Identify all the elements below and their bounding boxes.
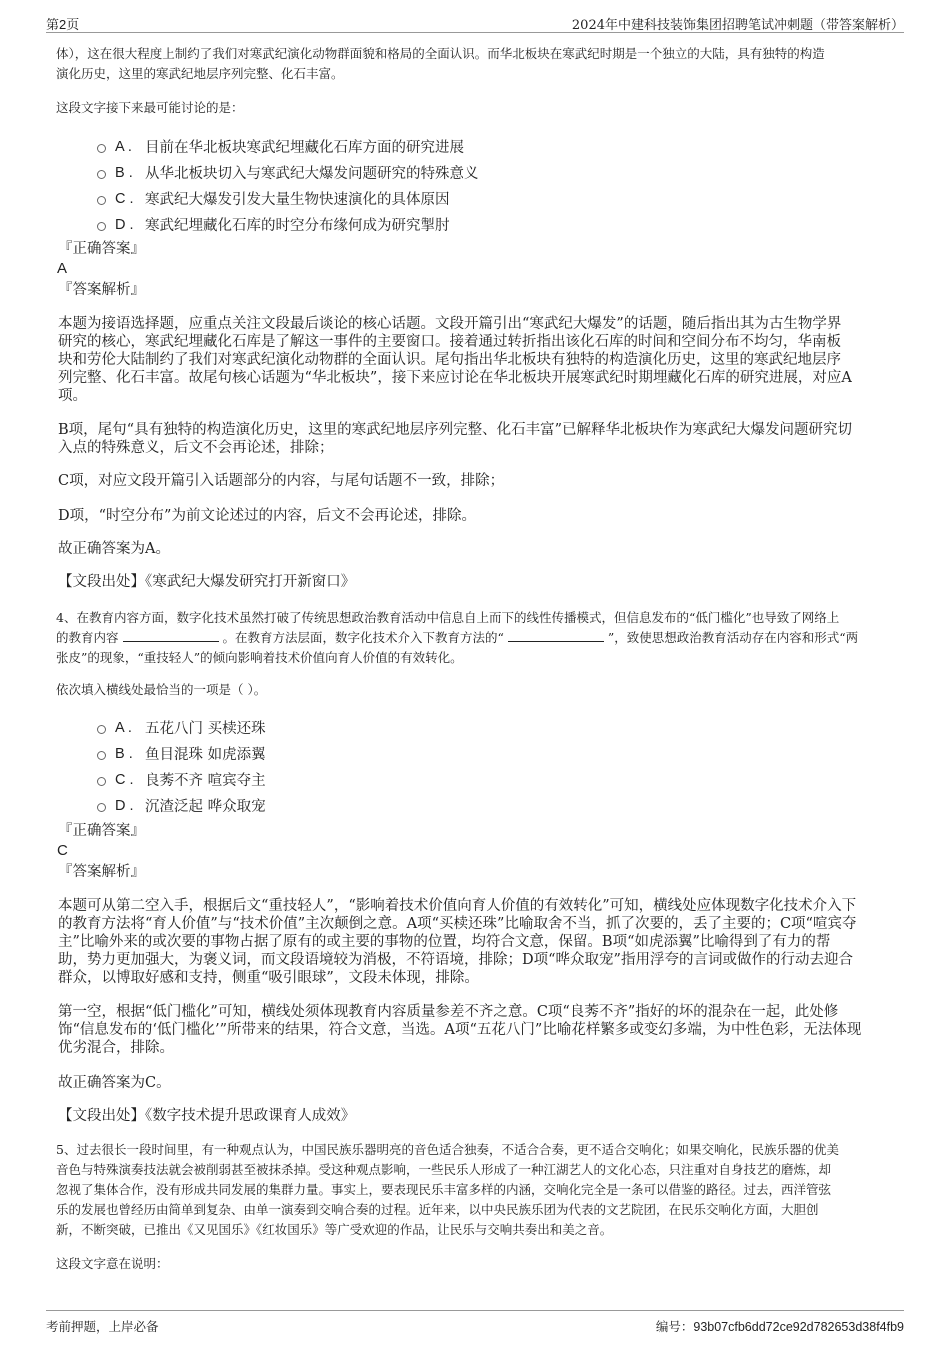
passage-line: 的教育内容 。在教育方法层面，数字化技术介入下教育方法的“ ”，致使思想政治教育活动存在内容和形式“两 [56, 630, 859, 645]
q3-option-b[interactable] [97, 162, 479, 183]
analysis-line: 优劣混合，排除。 [58, 1040, 174, 1056]
q3-answer-label: 『正确答案』 [58, 241, 145, 257]
q3-option-c[interactable] [97, 188, 450, 209]
q3-option-d[interactable] [97, 214, 450, 235]
radio-icon[interactable] [97, 196, 106, 205]
page-number: 第2页 [46, 17, 80, 32]
analysis-line: 助，势力更加强大，为褒义词，而文段语境较为消极，不符语境，排除；D项“哗众取宠”指用浮夸的言词或做作的行动去迎合 [58, 952, 853, 968]
q3-answer: A [57, 260, 68, 277]
radio-icon[interactable] [97, 144, 106, 153]
analysis-line: 的教育方法将“育人价值”与“技术价值”主次颠倒之意。A项“买椟还珠”比喻取舍不当，抓了次要的，丢了主要的；C项“喧宾夺 [58, 916, 857, 932]
analysis-line: 块和劳伦大陆制约了我们对寒武纪演化动物群的全面认识。尾句指出华北板块有独特的构造演化历史，这里的寒武纪地层序 [58, 352, 841, 368]
analysis-line: 群众，以博取好感和支持，侧重“吸引眼球”，文段未体现，排除。 [58, 970, 479, 986]
analysis-line: 入点的特殊意义，后文不会再论述，排除； [58, 440, 334, 456]
analysis-line: 项。 [58, 388, 87, 404]
passage-line: 忽视了集体合作，没有形成共同发展的集群力量。事实上，要表现民乐丰富多样的内涵，交响化完全是一条可以借鉴的路径。过去，西洋管弦 [56, 1182, 832, 1197]
document-title: 2024年中建科技装饰集团招聘笔试冲刺题（带答案解析） [571, 18, 904, 33]
analysis-line: 列完整、化石丰富。故尾句核心话题为“华北板块”，接下来应讨论在华北板块开展寒武纪时期埋藏化石库的研究进展，对应A [58, 370, 852, 386]
option-text: 寒武纪埋藏化石库的时空分布缘何成为研究掣肘 [145, 218, 450, 234]
q5-passage [56, 1140, 906, 1240]
footer-slogan: 考前押题，上岸必备 [46, 1319, 159, 1334]
option-letter: B . [115, 745, 133, 762]
q4-question: 依次填入横线处最恰当的一项是（ ）。 [56, 682, 267, 697]
analysis-line: B项，尾句“具有独特的构造演化历史，这里的寒武纪地层序列完整、化石丰富”已解释华北板块作为寒武纪大爆发问题研究切 [58, 422, 852, 438]
q4-option-a[interactable] [97, 717, 266, 738]
radio-icon[interactable] [97, 803, 106, 812]
radio-icon[interactable] [97, 751, 106, 760]
q4-analysis-label: 『答案解析』 [58, 864, 145, 880]
q3-analysis-para-1 [58, 315, 903, 405]
q3-analysis-label: 『答案解析』 [58, 282, 145, 298]
q4-answer: C [57, 842, 68, 859]
option-letter: D . [115, 797, 134, 814]
option-letter: A . [115, 138, 132, 155]
option-text: 从华北板块切入与寒武纪大爆发问题研究的特殊意义 [145, 166, 479, 182]
radio-icon[interactable] [97, 170, 106, 179]
option-text: 目前在华北板块寒武纪埋藏化石库方面的研究进展 [145, 140, 464, 156]
passage-line: 4、在教育内容方面，数字化技术虽然打破了传统思想政治教育活动中信息自上而下的线性传播模式，但信息发布的“低门槛化”也导致了网络上 [56, 610, 840, 625]
q4-analysis-para-1 [58, 897, 903, 987]
passage-line: 乐的发展也曾经历由简单到复杂、由单一演奏到交响合奏的过程。近年来，以中央民族乐团为代表的文艺院团，在民乐交响化方面，大胆创 [56, 1202, 819, 1217]
option-letter: B . [115, 164, 133, 181]
q3-analysis-para-2 [58, 421, 903, 457]
option-letter: D . [115, 216, 134, 233]
q4-answer-label: 『正确答案』 [58, 823, 145, 839]
answer-blank [508, 629, 604, 642]
q4-source: 【文段出处】《数字技术提升思政课育人成效》 [58, 1108, 356, 1124]
radio-icon[interactable] [97, 222, 106, 231]
option-text: 寒武纪大爆发引发大量生物快速演化的具体原因 [145, 192, 450, 208]
passage-line: 新，不断突破，已推出《又见国乐》《红妆国乐》等广受欢迎的作品，让民乐与交响共奏出和美之音。 [56, 1222, 613, 1237]
option-text: 五花八门 买椟还珠 [145, 721, 266, 737]
q3-passage-end [56, 44, 906, 84]
q4-option-d[interactable] [97, 795, 266, 816]
option-letter: C . [115, 190, 134, 207]
passage-line: 音色与特殊演奏技法就会被削弱甚至被抹杀掉。受这种观点影响，一些民乐人形成了一种江湖艺人的文化心态，只注重对自身技艺的磨炼，却 [56, 1162, 832, 1177]
q5-question: 这段文字意在说明： [56, 1256, 169, 1271]
analysis-line: 主”比喻外来的或次要的事物占据了原有的或主要的事物的位置，均符合文意，保留。B项“如虎添翼”比喻得到了有力的帮 [58, 934, 831, 950]
option-letter: C . [115, 771, 134, 788]
analysis-line: 本题可从第二空入手，根据后文“重技轻人”，“影响着技术价值向育人价值的有效转化”可知，横线处应体现数字化技术介入下 [58, 898, 857, 914]
q4-option-c[interactable] [97, 769, 266, 790]
q3-source: 【文段出处】《寒武纪大爆发研究打开新窗口》 [58, 574, 356, 590]
radio-icon[interactable] [97, 777, 106, 786]
radio-icon[interactable] [97, 725, 106, 734]
q3-analysis-para-5: 故正确答案为A。 [58, 541, 170, 557]
option-letter: A . [115, 719, 132, 736]
q3-question: 这段文字接下来最可能讨论的是： [56, 100, 244, 115]
q4-option-b[interactable] [97, 743, 266, 764]
passage-line: 张皮”的现象，“重技轻人”的倾向影响着技术价值向育人价值的有效转化。 [56, 650, 463, 665]
option-text: 沉渣泛起 哗众取宠 [145, 799, 266, 815]
document-code: 编号：93b07cfb6dd72ce92d782653d38f4fb9 [655, 1319, 904, 1334]
passage-line: 5、过去很长一段时间里，有一种观点认为，中国民族乐器明亮的音色适合独奏，不适合合奏，更不适合交响化；如果交响化，民族乐器的优美 [56, 1142, 839, 1157]
answer-blank [123, 629, 219, 642]
option-text: 良莠不齐 喧宾夺主 [145, 773, 266, 789]
analysis-line: 本题为接语选择题，应重点关注文段最后谈论的核心话题。文段开篇引出“寒武纪大爆发”的话题，随后指出其为古生物学界 [58, 316, 842, 332]
q4-analysis-para-3: 故正确答案为C。 [58, 1075, 171, 1091]
q4-analysis-para-2 [58, 1003, 903, 1057]
page-header [46, 12, 904, 33]
q3-analysis-para-4: D项，“时空分布”为前文论述过的内容，后文不会再论述，排除。 [58, 508, 476, 524]
page-footer [46, 1310, 904, 1334]
q4-passage [56, 608, 906, 668]
q3-option-a[interactable] [97, 136, 464, 157]
analysis-line: 研究的核心，寒武纪埋藏化石库是了解这一事件的主要窗口。接着通过转折指出该化石库的时间和空间分布不均匀，华南板 [58, 334, 841, 350]
analysis-line: 第一空，根据“低门槛化”可知，横线处须体现教育内容质量参差不齐之意。C项“良莠不齐”指好的坏的混杂在一起，此处修 [58, 1004, 839, 1020]
option-text: 鱼目混珠 如虎添翼 [145, 747, 266, 763]
q3-analysis-para-3: C项，对应文段开篇引入话题部分的内容，与尾句话题不一致，排除； [58, 473, 505, 489]
analysis-line: 饰“信息发布的‘低门槛化’”所带来的结果，符合文意，当选。A项“五花八门”比喻花样繁多或变幻多端，为中性色彩，无法体现 [58, 1022, 862, 1038]
passage-line: 演化历史，这里的寒武纪地层序列完整、化石丰富。 [56, 66, 344, 81]
passage-line: 体），这在很大程度上制约了我们对寒武纪演化动物群面貌和格局的全面认识。而华北板块在寒武纪时期是一个独立的大陆，具有独特的构造 [56, 46, 825, 61]
